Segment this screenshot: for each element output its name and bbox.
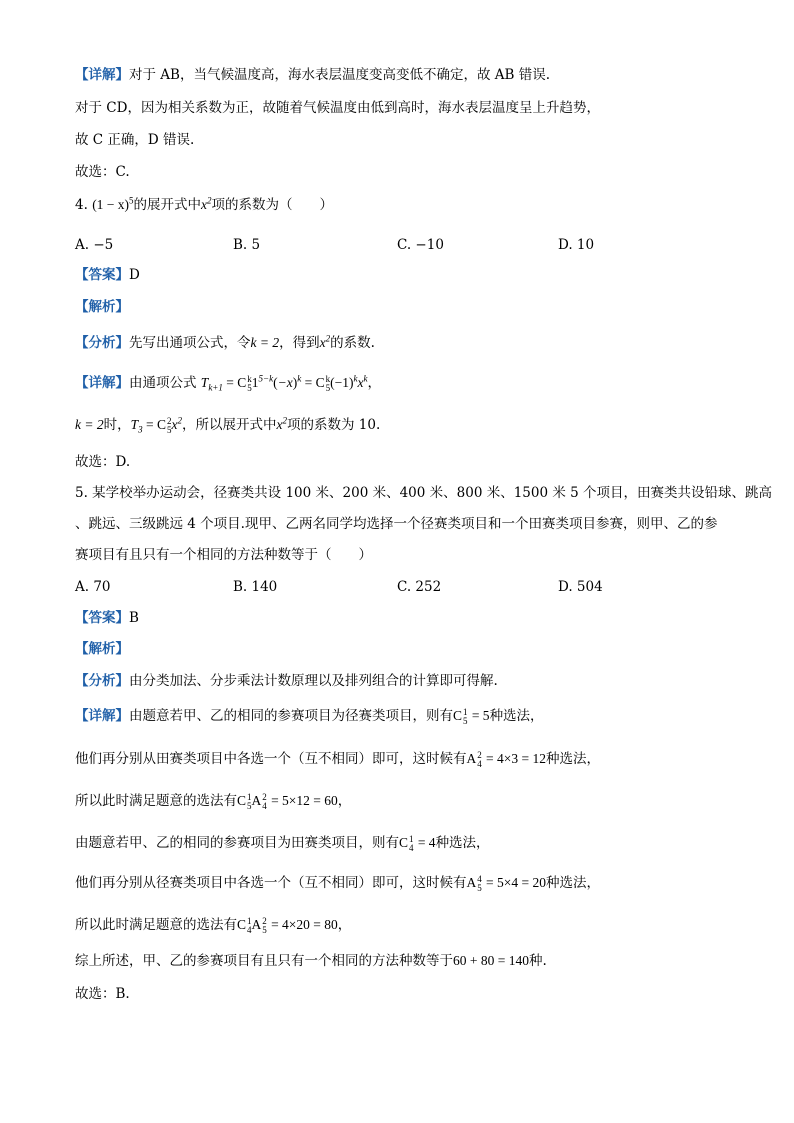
q5-option-d: D. 504 [558, 579, 603, 595]
q5-detail-line3: 所以此时满足题意的选法有C 1 5 A 2 4 = 5×12 = 60， [75, 791, 352, 811]
q5-detail-line6: 所以此时满足题意的选法有C 1 4 A 2 5 = 4×20 = 80， [75, 915, 352, 935]
q5-answer [75, 609, 139, 627]
question-4-stem [75, 196, 333, 214]
q4-answer [75, 266, 140, 284]
detail-text: 对于 AB，当气候温度高，海水表层温度变高变低不确定，故 AB 错误. [129, 67, 551, 83]
detail-line-ab [75, 66, 550, 84]
detail-line-cd: 对于 CD，因为相关系数为正，故随着气候温度由低到高时，海水表层温度呈上升趋势， [75, 100, 600, 116]
detail-tag: 【详解】 [75, 67, 129, 83]
q4-fenxi: 【分析】先写出通项公式，令k = 2，得到$x^2$的系数. [75, 333, 375, 351]
fenxi-tag: 【分析】 [75, 335, 129, 351]
q5-option-a: A. 70 [75, 579, 111, 595]
q4-option-a: A. −5 [75, 237, 114, 253]
answer-tag: 【答案】 [75, 610, 129, 626]
answer-value: D [129, 267, 140, 283]
q5-detail-line4: 由题意若甲、乙的相同的参赛项目为田赛类项目，则有C 1 4 = 4种选法， [75, 833, 490, 853]
q4-option-b: B. 5 [233, 237, 261, 253]
q4-detail-formula: 【详解】由通项公式 $T_{k+1} = C$ k 5 $1^{5-k}(-x)^k = C$ k 5 $(-1)^kx^k$， [75, 373, 381, 393]
q4-option-d: D. 10 [558, 237, 595, 253]
stem-tail: 项的系数为（ ） [211, 197, 334, 213]
t3-formula: $T_3 = C$ 2 5 $x^2$ [130, 415, 183, 435]
q5-detail-line5: 他们再分别从径赛类项目中各选一个（互不相同）即可，这时候有A 4 5 = 5×4 = 20种选法， [75, 873, 601, 893]
q4-detail-k2: k = 2时，$T_3 = C$ 2 5 $x^2$，所以展开式中$x^2$项的系数为 10. [75, 415, 381, 435]
x-term: $x^2$ [201, 195, 212, 212]
general-term-formula: $T_{k+1} = C$ k 5 $1^{5-k}(-x)^k = C$ k 5 $(-1)^kx^k$ [200, 373, 368, 393]
detail-tag: 【详解】 [75, 375, 129, 391]
q5-choose: 故选：B. [75, 986, 130, 1002]
q5-analysis-tag: 【解析】 [75, 641, 129, 657]
q5-option-b: B. 140 [233, 579, 278, 595]
detail-line-conclusion: 故 C 正确，D 错误. [75, 132, 195, 148]
question-5-stem-line2: 、跳远、三级跳远 4 个项目.现甲、乙两名同学均选择一个径赛类项目和一个田赛类项目参赛，则甲、乙的参 [75, 516, 718, 532]
q5-detail-line1: 【详解】由题意若甲、乙的相同的参赛项目为径赛类项目，则有C 1 5 = 5种选法， [75, 706, 544, 726]
q4-choose: 故选：D. [75, 454, 131, 470]
binomial-exponent: 5 [129, 195, 134, 206]
q4-option-c: C. −10 [397, 237, 444, 253]
q5-fenxi: 【分析】由分类加法、分步乘法计数原理以及排列组合的计算即可得解. [75, 673, 498, 689]
detail-tag: 【详解】 [75, 708, 129, 724]
stem-mid: 的展开式中 [133, 197, 202, 213]
q5-option-c: C. 252 [397, 579, 442, 595]
answer-value: B [129, 610, 139, 626]
q5-detail-summary: 综上所述，甲、乙的参赛项目有且只有一个相同的方法种数等于60 + 80 = 140种. [75, 953, 547, 969]
question-5-stem-line3: 赛项目有且只有一个相同的方法种数等于（ ） [75, 547, 372, 563]
question-number: 4. [75, 197, 88, 213]
choose-line-c: 故选：C. [75, 164, 130, 180]
q5-detail-line2: 他们再分别从田赛类项目中各选一个（互不相同）即可，这时候有A 2 4 = 4×3 = 12种选法， [75, 749, 601, 769]
fenxi-tag: 【分析】 [75, 673, 129, 689]
binomial-base: $(1 - x)^5$ [92, 195, 134, 212]
answer-tag: 【答案】 [75, 267, 129, 283]
question-5-stem-line1: 5. 某学校举办运动会，径赛类共设 100 米、200 米、400 米、800 米、1500 米 5 个项目，田赛类共设铅球、跳高 [75, 485, 773, 501]
q4-analysis-tag: 【解析】 [75, 299, 129, 315]
